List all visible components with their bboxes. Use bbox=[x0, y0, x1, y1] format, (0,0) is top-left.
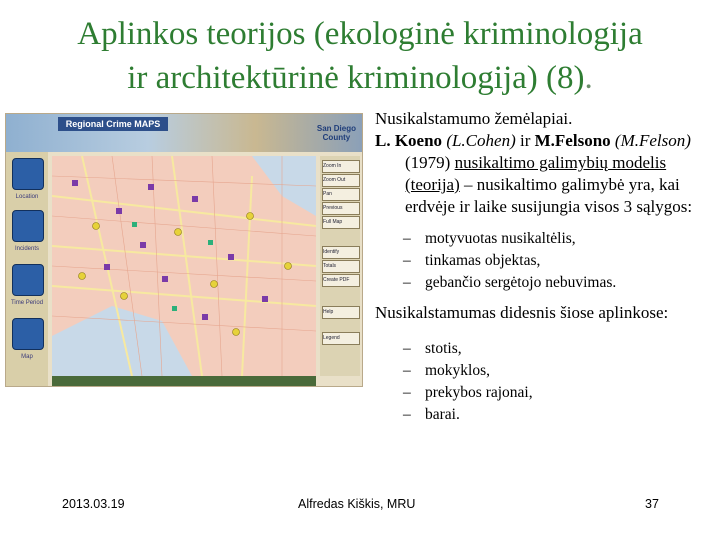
zoom-in-button: Zoom In bbox=[322, 160, 360, 173]
paragraph-opportunity-theory bbox=[375, 130, 710, 218]
clock-icon bbox=[12, 264, 44, 296]
incidents-label: Incidents bbox=[14, 246, 39, 252]
map-footer-bar bbox=[52, 376, 316, 386]
condition-item bbox=[375, 250, 710, 272]
condition-text: motyvuotas nusikaltėlis, bbox=[425, 230, 576, 247]
dash-marker: – bbox=[403, 362, 411, 379]
help-button: Help bbox=[322, 306, 360, 319]
location-label: Location bbox=[15, 194, 39, 200]
full-map-button: Full Map bbox=[322, 216, 360, 229]
cohen-latin: (L.Cohen) bbox=[442, 131, 516, 150]
county-line-1: San Diego bbox=[316, 124, 356, 133]
condition-text: gebančio sergėtojo nebuvimas. bbox=[425, 274, 617, 291]
paragraph-environments: Nusikalstamumas didesnis šiose aplinkose: bbox=[375, 303, 669, 322]
zoom-out-button: Zoom Out bbox=[322, 174, 360, 187]
condition-item bbox=[375, 228, 710, 250]
map-icon bbox=[12, 318, 44, 350]
theory-name: nusikaltimo galimybių modelis (teorija) bbox=[405, 153, 667, 194]
location-icon bbox=[12, 158, 44, 190]
slide-body bbox=[375, 108, 710, 426]
identify-button: Identify bbox=[322, 246, 360, 259]
dash-marker: – bbox=[403, 274, 411, 291]
place-item bbox=[375, 338, 710, 360]
map-county-label bbox=[317, 124, 356, 142]
felson-name: M.Felsono bbox=[534, 131, 611, 150]
street-map bbox=[52, 156, 316, 376]
paragraph-crime-maps: Nusikalstamumo žemėlapiai. bbox=[375, 109, 573, 128]
dash-marker: – bbox=[403, 384, 411, 401]
dash-marker: – bbox=[403, 340, 411, 357]
time-period-label: Time Period bbox=[10, 300, 44, 306]
conjunction: ir bbox=[515, 131, 535, 150]
crime-map-screenshot bbox=[5, 113, 363, 387]
title-line-1: Aplinkos teorijos (ekologinė kriminologija bbox=[77, 16, 643, 52]
incidents-icon bbox=[12, 210, 44, 242]
title-line-2 bbox=[0, 56, 720, 100]
county-line-2: County bbox=[322, 133, 351, 142]
place-text: mokyklos, bbox=[425, 362, 491, 379]
year: (1979) bbox=[405, 153, 455, 172]
previous-button: Previous bbox=[322, 202, 360, 215]
condition-text: tinkamas objektas, bbox=[425, 252, 541, 269]
map-right-toolbar bbox=[320, 156, 360, 376]
legend-button: Legend bbox=[322, 332, 360, 345]
theory-definition: – nusikaltimo galimybė yra, kai erdvėje ir laike susijungia visos 3 sąlygos: bbox=[405, 175, 693, 216]
cohen-name: L. Koeno bbox=[375, 131, 443, 150]
map-banner bbox=[6, 114, 362, 152]
felson-latin: (M.Felson) bbox=[614, 131, 691, 150]
create-pdf-button: Create PDF bbox=[322, 274, 360, 287]
condition-item bbox=[375, 272, 710, 294]
place-text: prekybos rajonai, bbox=[425, 384, 533, 401]
street-map-graphic bbox=[52, 156, 316, 376]
footer-page-number: 37 bbox=[645, 497, 659, 511]
place-text: barai. bbox=[425, 406, 460, 423]
slide-title bbox=[0, 12, 720, 100]
map-left-toolbar bbox=[6, 152, 48, 386]
map-label: Map bbox=[21, 354, 33, 360]
dash-marker: – bbox=[403, 252, 411, 269]
title-line-2-main: ir architektūrinė kriminologija) (8) bbox=[127, 60, 585, 96]
dash-marker: – bbox=[403, 230, 411, 247]
pan-button: Pan bbox=[322, 188, 360, 201]
place-item bbox=[375, 404, 710, 426]
dash-marker: – bbox=[403, 406, 411, 423]
totals-button: Totals bbox=[322, 260, 360, 273]
footer-date: 2013.03.19 bbox=[62, 497, 125, 511]
footer-author: Alfredas Kiškis, MRU bbox=[298, 497, 416, 511]
place-text: stotis, bbox=[425, 340, 462, 357]
title-line-2-dot: . bbox=[584, 60, 593, 96]
place-item bbox=[375, 360, 710, 382]
place-item bbox=[375, 382, 710, 404]
map-banner-logo: Regional Crime MAPS bbox=[58, 117, 168, 131]
